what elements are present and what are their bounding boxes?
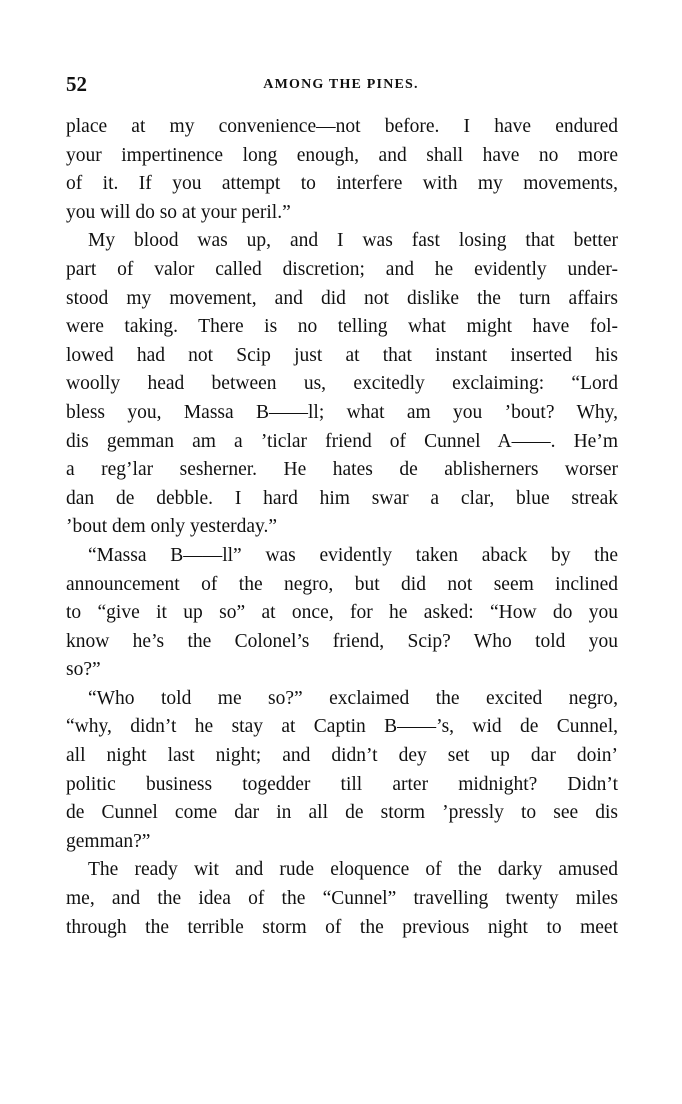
text-line: “Who told me so?” exclaimed the excited negro, [88, 687, 618, 709]
text-line: bless you, Massa B——ll; what am you ’bout? Why, [66, 401, 618, 423]
text-line: lowed had not Scip just at that instant inserted his [66, 344, 618, 366]
text-line: me, and the idea of the “Cunnel” travelling twenty miles [66, 888, 618, 910]
text-line: a reg’lar sesherner. He hates de ablisherners worser [66, 459, 618, 481]
text-line: you will do so at your peril.” [66, 201, 291, 223]
text-line: to “give it up so” at once, for he asked: “How do you [66, 602, 618, 624]
text-line: all night last night; and didn’t dey set up dar doin’ [66, 745, 618, 767]
body-text [66, 113, 618, 942]
text-line: woolly head between us, excitedly exclaiming: “Lord [66, 373, 618, 395]
text-line: My blood was up, and I was fast losing that better [88, 230, 618, 252]
page-number: 52 [66, 72, 87, 96]
text-line: “Massa B——ll” was evidently taken aback by the [88, 544, 618, 566]
text-line: ’bout dem only yesterday.” [66, 516, 278, 538]
text-line: dis gemman am a ’ticlar friend of Cunnel A——. He’m [66, 430, 618, 452]
text-line: place at my convenience—not before. I have endured [66, 116, 618, 137]
text-line: “why, didn’t he stay at Captin B——’s, wid de Cunnel, [66, 716, 618, 738]
text-line: dan de debble. I hard him swar a clar, blue streak [66, 487, 618, 509]
text-line: of it. If you attempt to interfere with my movements, [66, 173, 618, 195]
text-line: politic business togedder till arter midnight? Didn’t [66, 773, 618, 795]
text-line: announcement of the negro, but did not seem inclined [66, 573, 618, 595]
page-header [66, 70, 616, 100]
text-line: were taking. There is no telling what might have fol- [66, 316, 618, 338]
running-title: AMONG THE PINES. [263, 77, 419, 92]
text-line: stood my movement, and did not dislike the turn affairs [66, 287, 618, 309]
text-line: your impertinence long enough, and shall have no more [66, 144, 618, 166]
text-line: gemman?” [66, 830, 151, 852]
text-line: know he’s the Colonel’s friend, Scip? Who told you [66, 630, 618, 652]
text-line: through the terrible storm of the previous night to meet [66, 916, 618, 938]
text-line: The ready wit and rude eloquence of the darky amused [88, 859, 618, 881]
text-line: de Cunnel come dar in all de storm ’pressly to see dis [66, 802, 618, 824]
text-line: part of valor called discretion; and he evidently under- [66, 258, 618, 280]
text-line: so?” [66, 659, 101, 681]
